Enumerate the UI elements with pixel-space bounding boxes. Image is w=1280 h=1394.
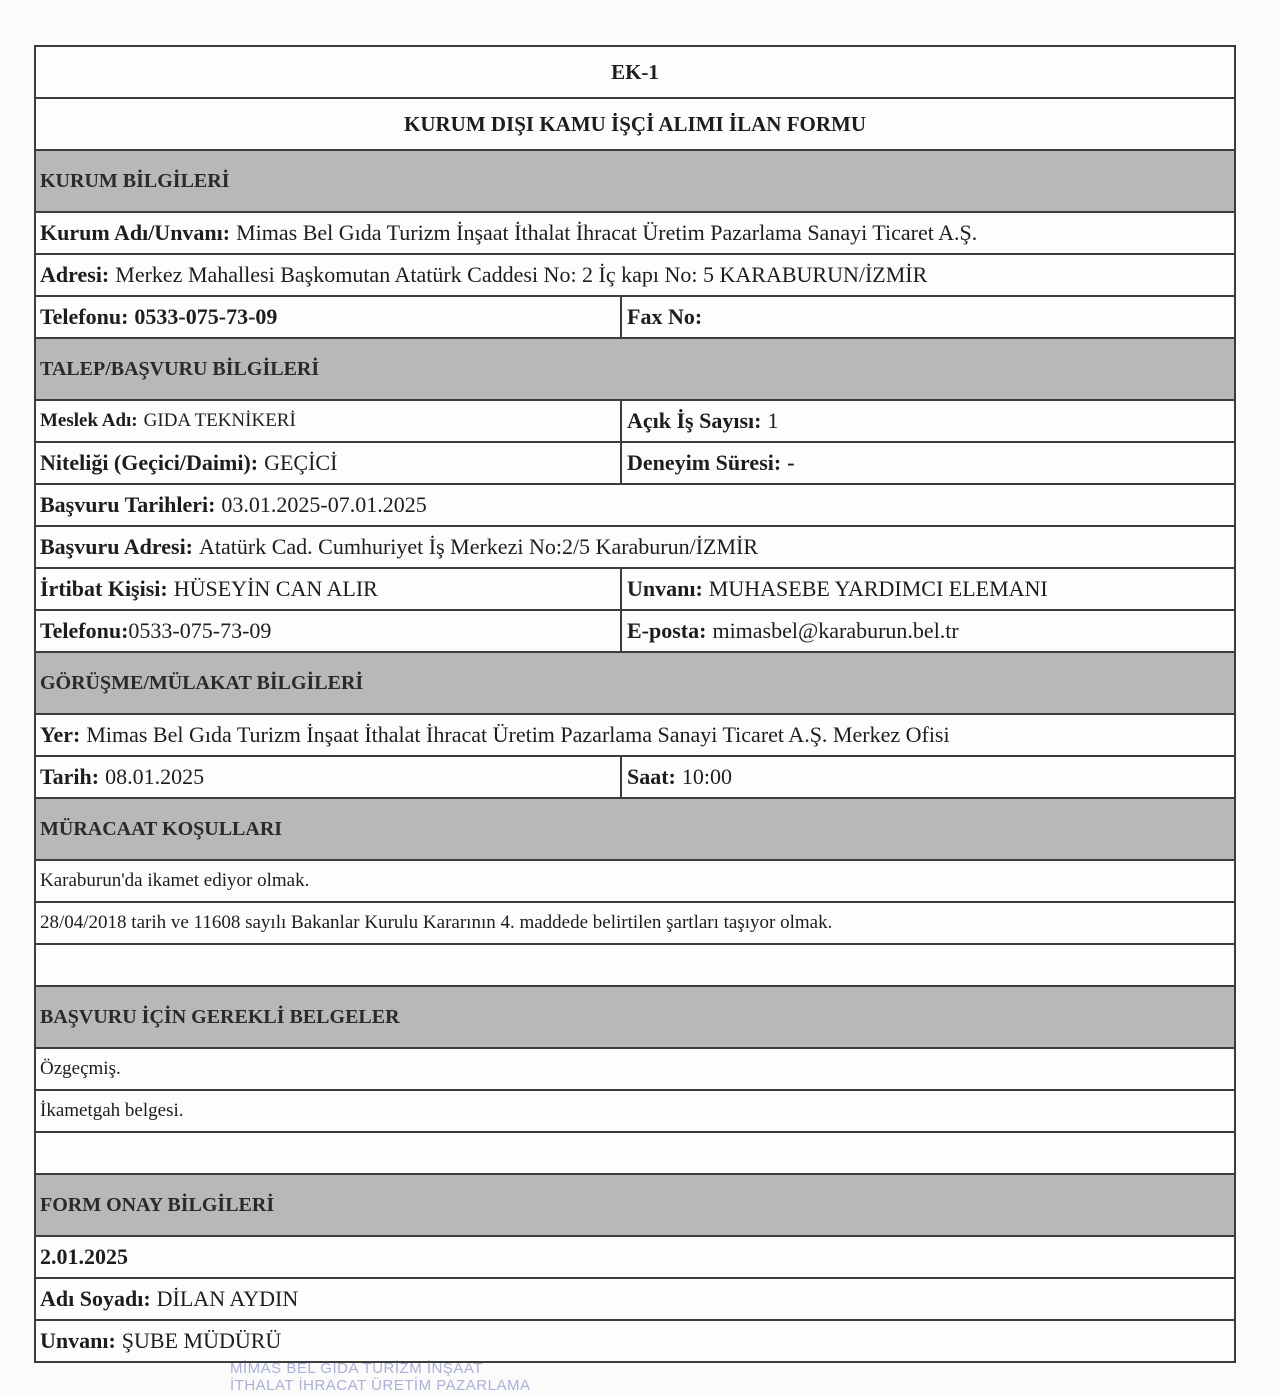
onay-date-row (36, 1237, 1234, 1279)
muracaat-item-2: 28/04/2018 tarih ve 11608 sayılı Bakanlar Kurulu Kararının 4. maddede belirtilen şartları taşıyor olmak. (40, 912, 833, 933)
onay-date: 2.01.2025 (40, 1244, 128, 1269)
basvuru-adres-value: Atatürk Cad. Cumhuriyet İş Merkezi No:2/5 Karaburun/İZMİR (199, 534, 759, 559)
section-kurum (36, 151, 1234, 213)
basvuru-adres-row (36, 527, 1234, 569)
kurum-address-row (36, 255, 1234, 297)
meslek-value: GIDA TEKNİKERİ (143, 410, 296, 431)
nitelik-value: GEÇİCİ (264, 450, 338, 475)
section-gorusme (36, 653, 1234, 715)
belge-item-2: İkametgah belgesi. (40, 1100, 184, 1121)
deneyim-value: - (787, 450, 795, 475)
gorusme-yer-row (36, 715, 1234, 757)
form-title-row (36, 99, 1234, 151)
nitelik-label: Niteliği (Geçici/Daimi): (40, 450, 259, 475)
acik-is-value: 1 (767, 408, 779, 433)
empty-row (36, 1133, 1234, 1175)
list-item (36, 1049, 1234, 1091)
section-gorusme-title: GÖRÜŞME/MÜLAKAT BİLGİLERİ (40, 671, 364, 694)
gorusme-yer-label: Yer: (40, 722, 81, 747)
kurum-address-label: Adresi: (40, 262, 110, 287)
gorusme-saat-value: 10:00 (681, 764, 733, 789)
basvuru-tarih-row (36, 485, 1234, 527)
irtibat-label: İrtibat Kişisi: (40, 576, 168, 601)
belge-item-1: Özgeçmiş. (40, 1058, 121, 1079)
onay-adsoyad-value: DİLAN AYDIN (156, 1286, 299, 1311)
section-talep (36, 339, 1234, 401)
kurum-phone-label: Telefonu: (40, 304, 129, 329)
section-belgeler-title: BAŞVURU İÇİN GEREKLİ BELGELER (40, 1005, 400, 1028)
onay-adsoyad-label: Adı Soyadı: (40, 1286, 151, 1311)
announcement-form (34, 45, 1236, 1363)
form-code: EK-1 (611, 59, 659, 84)
company-stamp (230, 1360, 531, 1394)
section-onay (36, 1175, 1234, 1237)
kurum-name-label: Kurum Adı/Unvanı: (40, 220, 231, 245)
section-muracaat (36, 799, 1234, 861)
onay-unvan-label: Unvanı: (40, 1328, 116, 1353)
irtibat-row (36, 569, 1234, 611)
section-kurum-title: KURUM BİLGİLERİ (40, 169, 230, 192)
list-item (36, 861, 1234, 903)
muracaat-item-1: Karaburun'da ikamet ediyor olmak. (40, 870, 310, 891)
gorusme-zaman-row (36, 757, 1234, 799)
acik-is-label: Açık İş Sayısı: (627, 408, 762, 433)
kurum-fax-label: Fax No: (627, 304, 703, 329)
empty-row (36, 945, 1234, 987)
kurum-phone-row (36, 297, 1234, 339)
irtibat-tel-value: 0533-075-73-09 (128, 618, 272, 643)
kurum-address-value: Merkez Mahallesi Başkomutan Atatürk Caddesi No: 2 İç kapı No: 5 KARABURUN/İZMİR (115, 262, 928, 287)
gorusme-tarih-label: Tarih: (40, 764, 100, 789)
section-onay-title: FORM ONAY BİLGİLERİ (40, 1193, 275, 1216)
gorusme-saat-label: Saat: (627, 764, 676, 789)
basvuru-tarih-label: Başvuru Tarihleri: (40, 492, 216, 517)
form-code-row (36, 47, 1234, 99)
basvuru-tarih-value: 03.01.2025-07.01.2025 (221, 492, 427, 517)
kurum-name-value: Mimas Bel Gıda Turizm İnşaat İthalat İhracat Üretim Pazarlama Sanayi Ticaret A.Ş. (236, 220, 978, 245)
onay-adsoyad-row (36, 1279, 1234, 1321)
list-item (36, 903, 1234, 945)
eposta-value: mimasbel@karaburun.bel.tr (712, 618, 959, 643)
stamp-line-2: İTHALAT İHRACAT ÜRETİM PAZARLAMA (230, 1377, 531, 1394)
section-talep-title: TALEP/BAŞVURU BİLGİLERİ (40, 357, 320, 380)
onay-unvan-row (36, 1321, 1234, 1363)
kurum-phone-value: 0533-075-73-09 (134, 304, 278, 329)
irtibat-unvan-label: Unvanı: (627, 576, 703, 601)
form-title: KURUM DIŞI KAMU İŞÇİ ALIMI İLAN FORMU (403, 111, 867, 136)
irtibat-tel-label: Telefonu: (40, 618, 129, 643)
eposta-label: E-posta: (627, 618, 707, 643)
basvuru-adres-label: Başvuru Adresi: (40, 534, 194, 559)
list-item (36, 1091, 1234, 1133)
irtibat-value: HÜSEYİN CAN ALIR (173, 576, 378, 601)
irtibat-unvan-value: MUHASEBE YARDIMCI ELEMANI (708, 576, 1048, 601)
section-muracaat-title: MÜRACAAT KOŞULLARI (40, 817, 283, 840)
gorusme-tarih-value: 08.01.2025 (105, 764, 205, 789)
meslek-label: Meslek Adı: (40, 410, 138, 431)
gorusme-yer-value: Mimas Bel Gıda Turizm İnşaat İthalat İhracat Üretim Pazarlama Sanayi Ticaret A.Ş. Merkez Ofisi (86, 722, 950, 747)
kurum-name-row (36, 213, 1234, 255)
nitelik-row (36, 443, 1234, 485)
stamp-line-1: MİMAS BEL GIDA TURİZM İNŞAAT (230, 1360, 483, 1377)
section-belgeler (36, 987, 1234, 1049)
onay-unvan-value: ŞUBE MÜDÜRÜ (121, 1328, 282, 1353)
irtibat-contact-row (36, 611, 1234, 653)
deneyim-label: Deneyim Süresi: (627, 450, 782, 475)
meslek-row (36, 401, 1234, 443)
